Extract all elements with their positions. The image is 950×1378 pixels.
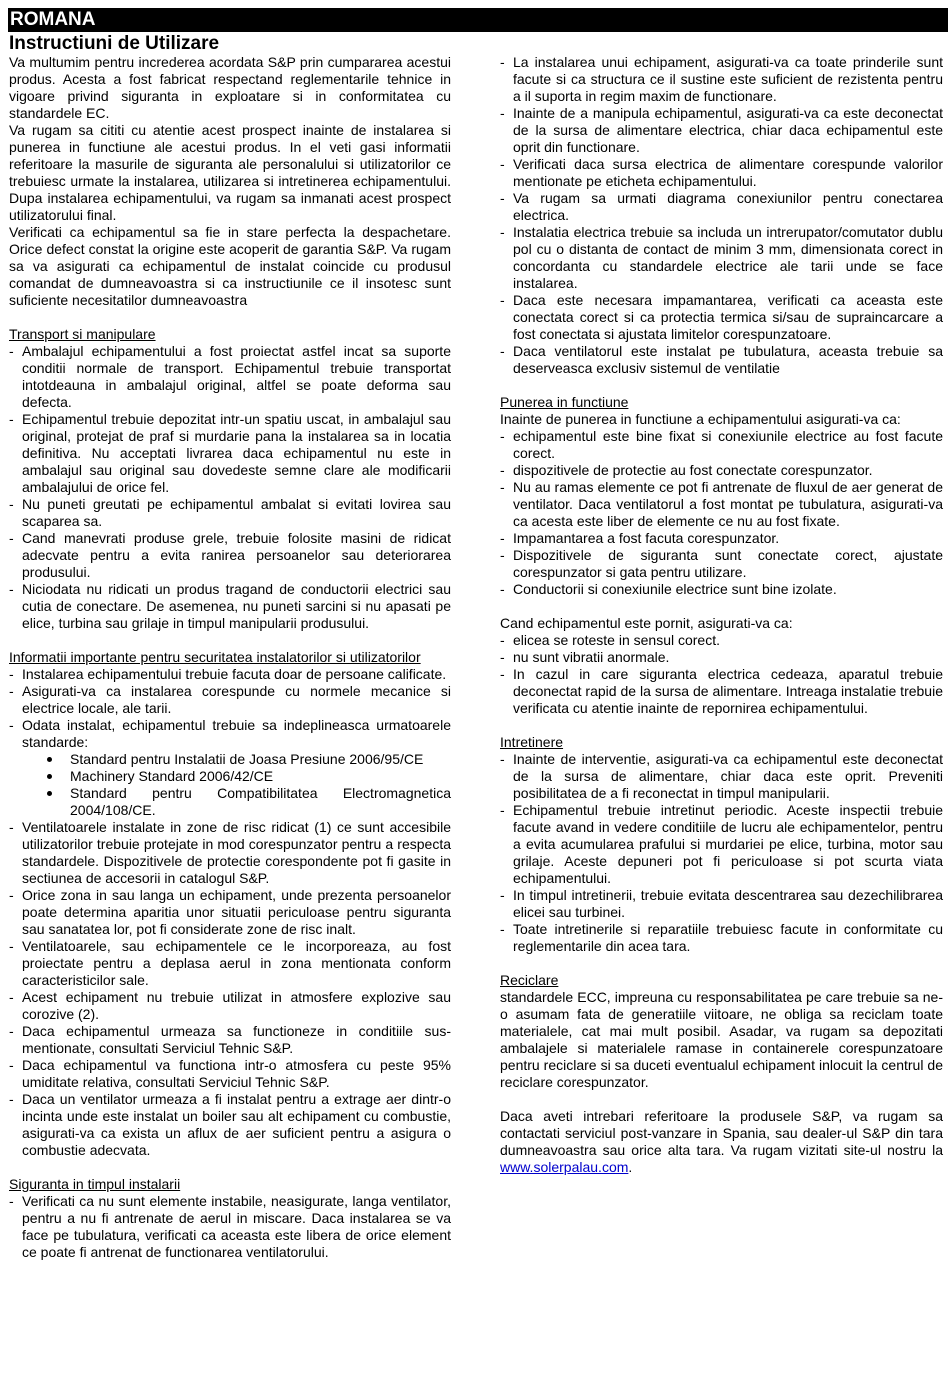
list-item: - Odata instalat, echipamentul trebuie sa indeplineasca urmatoarele standarde: xyxy=(9,717,451,751)
startup-lead: Inainte de punerea in functiune a echipamentului asigurati-va ca: xyxy=(500,411,901,427)
list-item: - Orice zona in sau langa un echipament, unde prezenta persoanelor poate determina aparitia unor situatii periculoase pentru siguranta sau sanatatea lor, pot fi considerate zone de risc inalt. xyxy=(9,887,451,938)
install-safety-list-part2 xyxy=(500,54,943,377)
list-item: - Conductorii si conexiunile electrice sunt bine izolate. xyxy=(500,581,943,598)
spacer xyxy=(500,598,943,615)
list-item: - Daca este necesara impamantarea, verificati ca aceasta este conectata corect si ca protectia termica si/sau de supraincarcare a fost conectata si ajustata limitelor corespunzatoare. xyxy=(500,292,943,343)
startup-list xyxy=(500,428,943,598)
contact-paragraph xyxy=(500,1108,943,1176)
list-item: - Toate intretinerile si reparatiile trebuiesc facute in conformitate cu reglementarile din acea tara. xyxy=(500,921,943,955)
section-title-maintenance: Intretinere xyxy=(500,734,564,750)
list-item: - Nu puneti greutati pe echipamentul ambalat si evitati lovirea sau scaparea sa. xyxy=(9,496,451,530)
list-item: - Inainte de a manipula echipamentul, asigurati-va ca este deconectat de la sursa de alimentare electrica, chiar daca echipamentul este oprit din functionare. xyxy=(500,105,943,156)
maintenance-list xyxy=(500,751,943,955)
list-item: - Acest echipament nu trebuie utilizat in atmosfere explozive sau corozive (2). xyxy=(9,989,451,1023)
document-title: Instructiuni de Utilizare xyxy=(9,33,220,54)
list-item: - Ventilatoarele, sau echipamentele ce le incorporeaza, au fost proiectate pentru a deplasa aerul in zona mentionata conform caracteristicilor sale. xyxy=(9,938,451,989)
list-item: - Verificati daca sursa electrica de alimentare corespunde valorilor mentionate pe eticheta echipamentului. xyxy=(500,156,943,190)
standards-list xyxy=(9,751,451,819)
list-item: - Nu au ramas elemente ce pot fi antrenate de fluxul de aer generat de ventilator. Daca ventilatorul a fost montat pe tubulatura, asigurati-va ca acesta este liber de elemente ce nu au fost fixate. xyxy=(500,479,943,530)
list-item: - elicea se roteste in sensul corect. xyxy=(500,632,943,649)
list-item: - Daca echipamentul va functiona intr-o atmosfera cu peste 95% umiditate relativa, consultati Serviciul Tehnic S&P. xyxy=(9,1057,451,1091)
contact-text: Daca aveti intrebari referitoare la produsele S&P, va rugam sa contactati serviciul post-vanzare in Spania, sau dealer-ul S&P din tara dumneavoastra sau orice alta tara. Va rugam vizitati site-ul nostru la xyxy=(500,1108,943,1158)
list-item: - Daca echipamentul urmeaza sa functioneze in conditiile sus-mentionate, consultati Serviciul Tehnic S&P. xyxy=(9,1023,451,1057)
list-item: - In cazul in care siguranta electrica cedeaza, aparatul trebuie deconectat rapid de la sursa de alimentare. Intreaga instalatie trebuie verificata cu atentie inainte de repornirea echipamentului. xyxy=(500,666,943,717)
website-link[interactable]: www.solerpalau.com xyxy=(500,1159,629,1175)
safety-info-list-continued xyxy=(9,819,451,1159)
spacer xyxy=(500,955,943,972)
list-item: - Impamantarea a fost facuta corespunzator. xyxy=(500,530,943,547)
list-item: - Cand manevrati produse grele, trebuie folosite masini de ridicat adecvate pentru a evita ranirea persoanelor sau deteriorarea produsului. xyxy=(9,530,451,581)
section-title-install-safety: Siguranta in timpul instalarii xyxy=(9,1176,181,1192)
list-item: - Echipamentul trebuie intretinut periodic. Aceste inspectii trebuie facute avand in vedere conditiile de lucru ale echipamentelor, pentru a evita acumularea prafului si murdariei pe elice, turbina, motor sau grilaje. Aceste depuneri pot fi periculoase si pot scurta viata echipamentului. xyxy=(500,802,943,887)
list-item: - Instalatia electrica trebuie sa includa un intrerupator/comutator dublu pol cu o distanta de contact de minim 3 mm, dimensionata corect in concordanta cu standardele electrice ale tarii unde se face instalarea. xyxy=(500,224,943,292)
spacer xyxy=(9,309,451,326)
right-column xyxy=(500,54,943,1176)
section-title-startup: Punerea in functiune xyxy=(500,394,629,410)
list-item: - Dispozitivele de siguranta sunt conectate corect, ajustate corespunzator si gata pentru utilizare. xyxy=(500,547,943,581)
list-item: - Va rugam sa urmati diagrama conexiunilor pentru conectarea electrica. xyxy=(500,190,943,224)
startup-list-2 xyxy=(500,632,943,717)
language-header: ROMANA xyxy=(8,8,948,32)
list-item: - Ventilatoarele instalate in zone de risc ridicat (1) ce sunt accesibile utilizatorilor trebuie protejate in mod corespunzator pentru a respecta standardele. Dispozitivele de protectie corespondente pot fi gasite in sectiunea de accesorii in catalogul S&P. xyxy=(9,819,451,887)
standard-item: Machinery Standard 2006/42/CE xyxy=(57,768,451,785)
transport-list xyxy=(9,343,451,632)
list-item: - dispozitivele de protectie au fost conectate corespunzator. xyxy=(500,462,943,479)
spacer xyxy=(500,377,943,394)
list-item: - In timpul intretinerii, trebuie evitata descentrarea sau dezechilibrarea elicei sau turbinei. xyxy=(500,887,943,921)
list-item: - echipamentul este bine fixat si conexiunile electrice au fost facute corect. xyxy=(500,428,943,462)
left-column xyxy=(9,54,451,1261)
intro-paragraph-3: Verificati ca echipamentul sa fie in stare perfecta la despachetare. Orice defect constat la origine este acoperit de garantia S&P. Va rugam sa va asigurati ca echipamentul de instalat coincide cu produsul comandat de dumneavoastra si ca instructiunile ce il insotesc sunt suficiente necesitatilor dumneavoastra xyxy=(9,224,451,308)
section-title-transport: Transport si manipulare xyxy=(9,326,156,342)
contact-end: . xyxy=(628,1159,633,1175)
safety-info-list xyxy=(9,666,451,751)
list-item: - Echipamentul trebuie depozitat intr-un spatiu uscat, in ambalajul sau original, protejat de praf si murdarie pana la instalarea sa in locatia definitiva. Nu acceptati livrarea daca echipamentul nu este in ambalajul sau original sau dovedeste semne clare ale modificarii ambalajului de orice fel. xyxy=(9,411,451,496)
list-item: - Instalarea echipamentului trebuie facuta doar de persoane calificate. xyxy=(9,666,451,683)
spacer xyxy=(9,632,451,649)
recycling-paragraph: standardele ECC, impreuna cu responsabilitatea pe care trebuie sa ne-o asumam fata de generatiile viitoare, ne obliga sa reciclam toate materialele, cat mai mult posibil. Asadar, va rugam sa depozitati ambalajele si materialele ramase in containerele corespunzatoare pentru reciclare si sa duceti eventualul echipament inlocuit la centrul de reciclare corespunzator. xyxy=(500,989,943,1090)
list-item: - La instalarea unui echipament, asigurati-va ca toate prinderile sunt facute si ca structura ce il sustine este suficient de rezistenta pentru a il suporta in regim maxim de functionare. xyxy=(500,54,943,105)
list-item: - Daca ventilatorul este instalat pe tubulatura, aceasta trebuie sa deserveasca exclusiv sistemul de ventilatie xyxy=(500,343,943,377)
spacer xyxy=(9,1159,451,1176)
list-item: - Daca un ventilator urmeaza a fi instalat pentru a extrage aer dintr-o incinta unde este instalat un boiler sau alt echipament cu combustie, asigurati-va ca exista un aflux de aer suficient pentru a asigura o combustie adecvata. xyxy=(9,1091,451,1159)
list-item: - Niciodata nu ridicati un produs tragand de conductorii electrici sau cutia de conectare. De asemenea, nu puneti sarcini si nu apasati pe elice, turbina sau grilaje in timpul manipularii produsului. xyxy=(9,581,451,632)
list-item: - Verificati ca nu sunt elemente instabile, neasigurate, langa ventilator, pentru a nu fi antrenate de aerul in miscare. Daca instalarea se va face pe tubulatura, verificati ca aceasta este libera de orice element ce poate fi antrenat de functionarea ventilatorului. xyxy=(9,1193,451,1261)
spacer xyxy=(500,1091,943,1108)
section-title-recycling: Reciclare xyxy=(500,972,559,988)
list-item: - Asigurati-va ca instalarea corespunde cu normele mecanice si electrice locale, ale tarii. xyxy=(9,683,451,717)
list-item: - Inainte de interventie, asigurati-va ca echipamentul este deconectat de la sursa de alimentare, chiar daca este oprit. Preveniti posibilitatea de a fi reconectat in timpul manipularii. xyxy=(500,751,943,802)
standard-item: Standard pentru Compatibilitatea Electromagnetica 2004/108/CE. xyxy=(57,785,451,819)
install-safety-list-part1 xyxy=(9,1193,451,1261)
intro-paragraph-2: Va rugam sa cititi cu atentie acest prospect inainte de instalarea si punerea in functiune ale acestui produs. In el veti gasi informatii referitoare la masurile de siguranta ale personalului si utilizatorilor ce trebuiesc urmate la instalarea, utilizarea si intretinerea echipamentului. Dupa instalarea echipamentului, va rugam sa inmanati acest prospect utilizatorului final. xyxy=(9,122,451,223)
spacer xyxy=(500,717,943,734)
standard-item: Standard pentru Instalatii de Joasa Presiune 2006/95/CE xyxy=(57,751,451,768)
section-title-safety-info: Informatii importante pentru securitatea instalatorilor si utilizatorilor xyxy=(9,649,421,665)
list-item: - Ambalajul echipamentului a fost proiectat astfel incat sa suporte conditii normale de transport. Echipamentul trebuie transportat intotdeauna in ambalajul original, altfel se poate deforma sau defecta. xyxy=(9,343,451,411)
list-item: - nu sunt vibratii anormale. xyxy=(500,649,943,666)
intro-paragraph-1: Va multumim pentru increderea acordata S&P prin cumpararea acestui produs. Acesta a fost fabricat respectand reglementarile tehnice in vigoare privind siguranta in exploatare si in conformitatea cu standardele EC. xyxy=(9,54,451,121)
startup-lead-2: Cand echipamentul este pornit, asigurati-va ca: xyxy=(500,615,793,631)
